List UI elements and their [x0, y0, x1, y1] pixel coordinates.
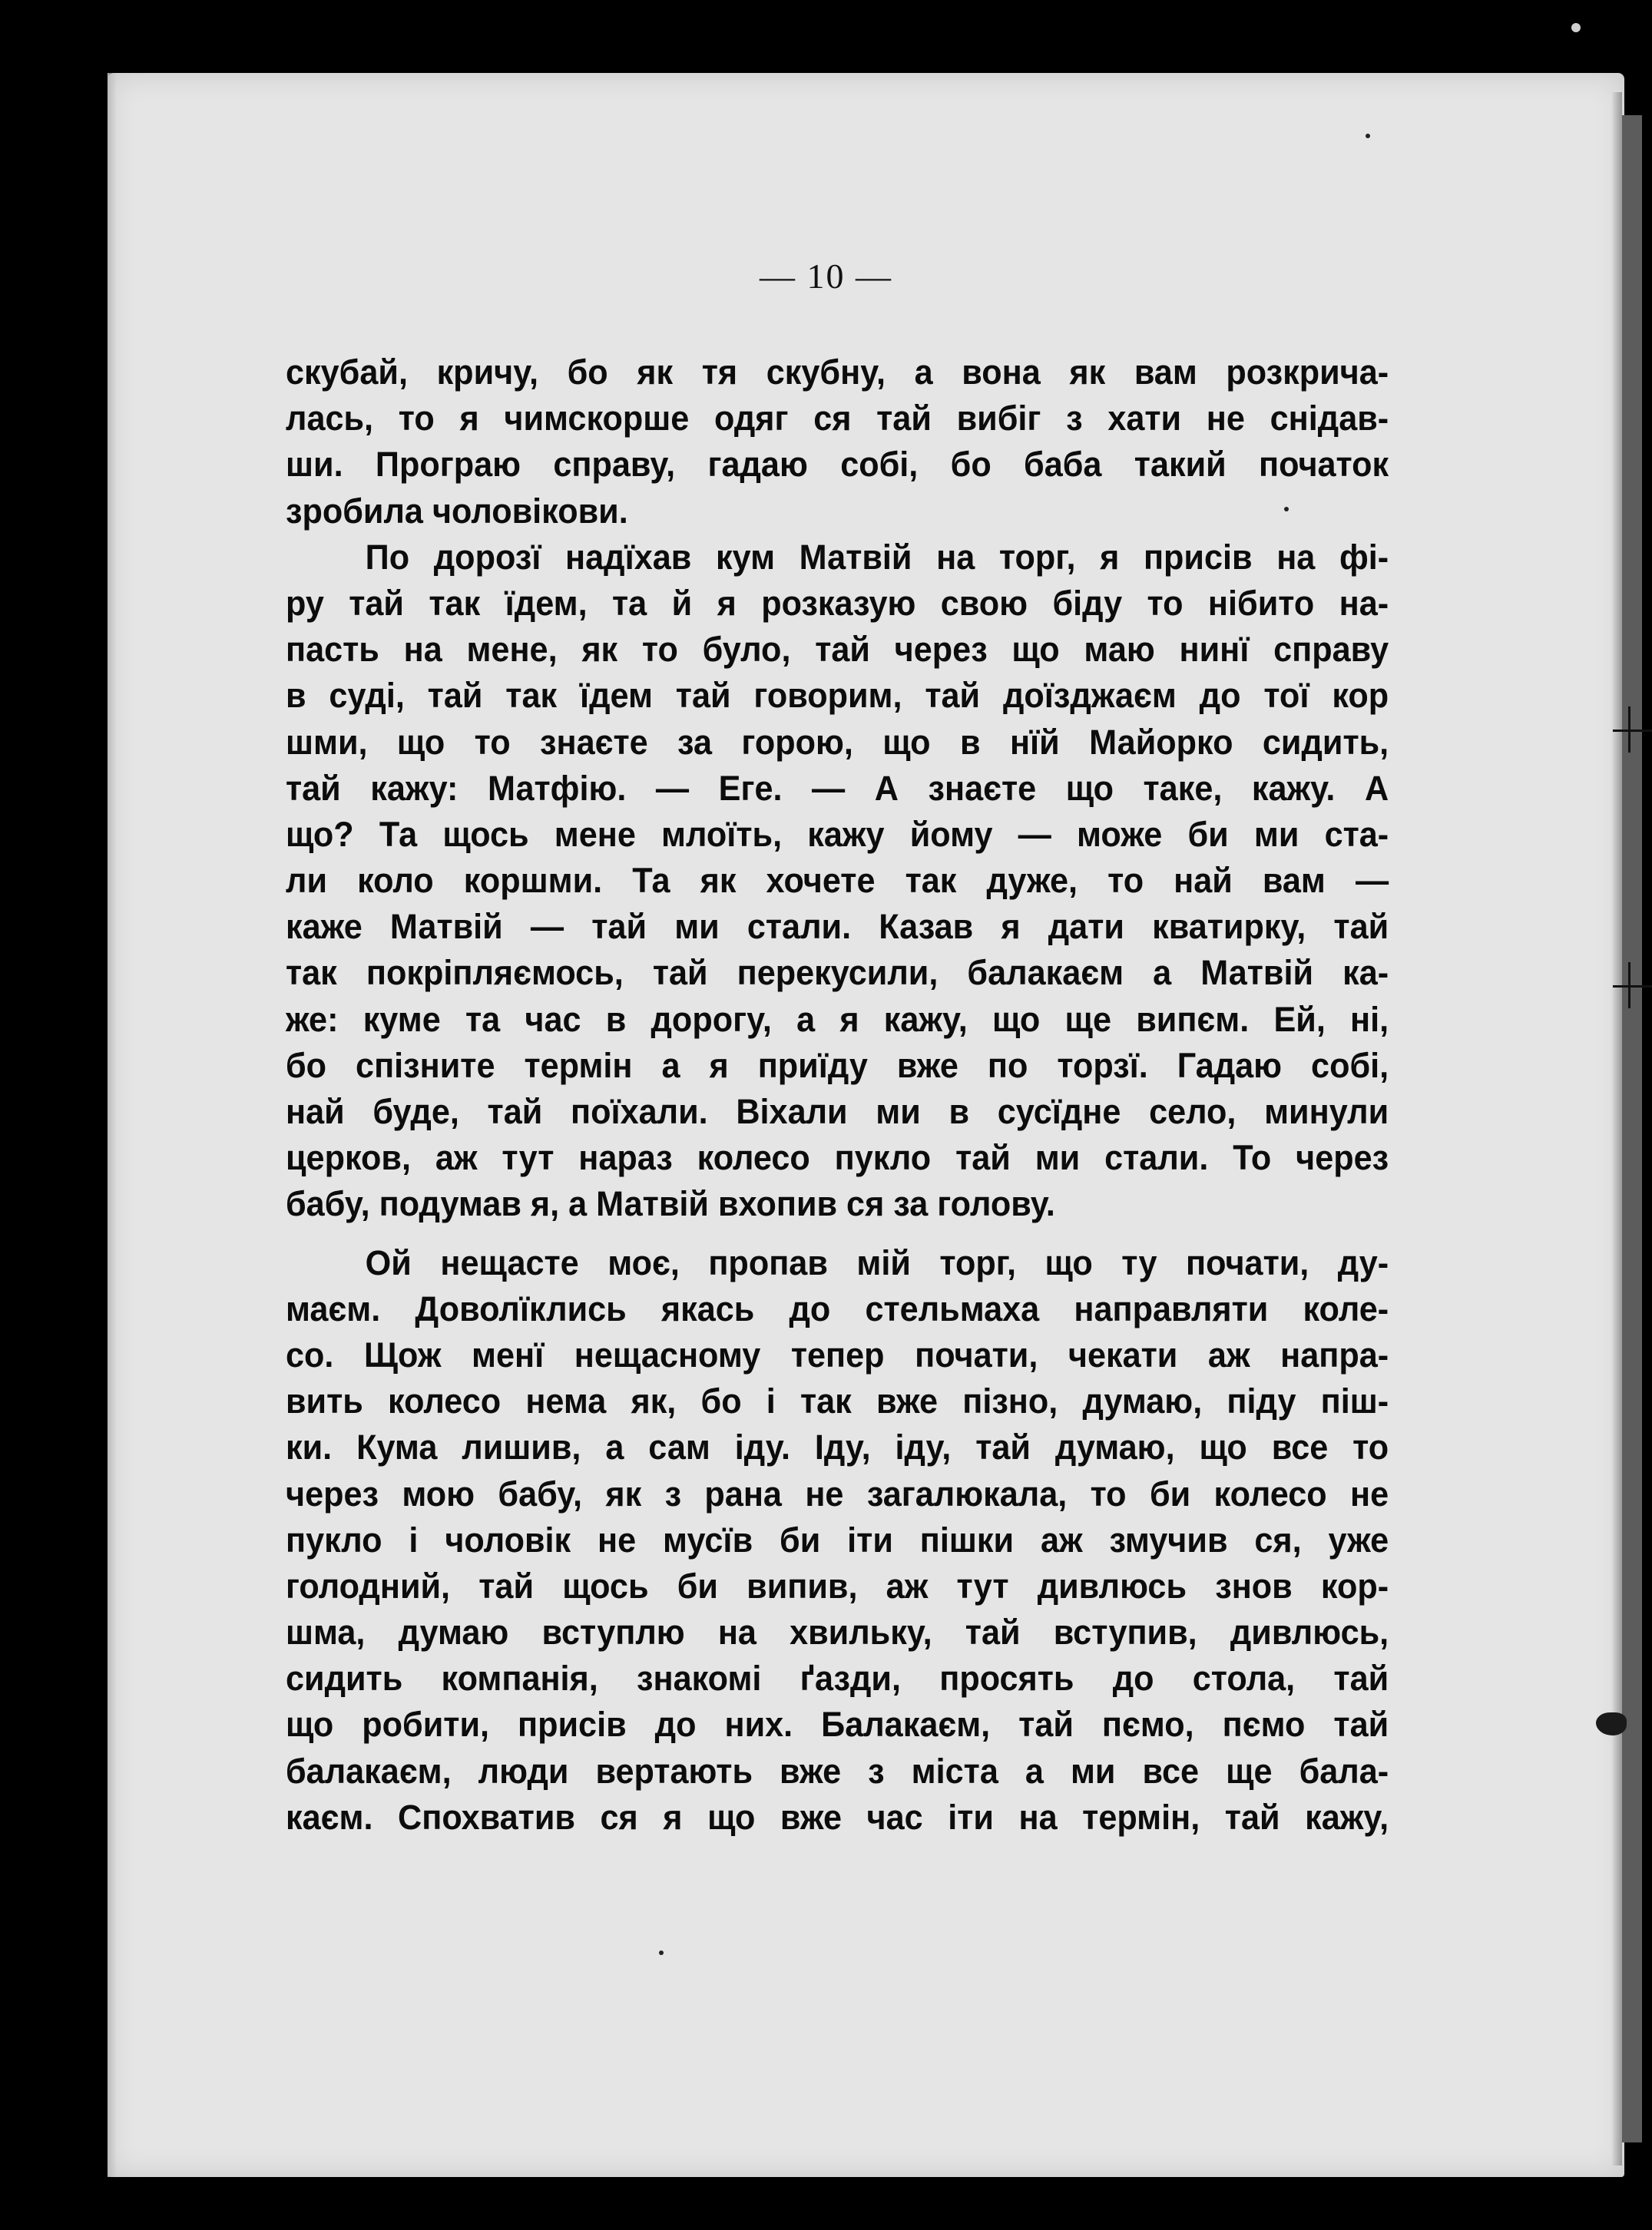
- text-line: сидить компанія, знакомі ґазди, просять до стола, тай: [286, 1659, 1389, 1699]
- ink-blotch: [1596, 1712, 1627, 1735]
- paragraph: [286, 534, 1389, 1228]
- text-line: що? Та щось мене млоїть, кажу йому — може би ми ста-: [286, 814, 1389, 854]
- text-line: же: куме та час в дорогу, а я кажу, що ще випєм. Ей, ні,: [286, 999, 1389, 1039]
- text-line: пукло і чоловік не мусїв би іти пішки аж змучив ся, уже: [286, 1520, 1389, 1560]
- paragraph: [286, 1240, 1389, 1841]
- text-line: пасть на мене, як то було, тай через що маю нинї справу: [286, 630, 1389, 670]
- paragraph: [286, 349, 1389, 534]
- text-line: в суді, тай так їдем тай говорим, тай доїзджаєм до тої кор: [286, 676, 1389, 716]
- dust-speck: [659, 1950, 664, 1955]
- text-line: лась, то я чимскорше одяг ся тай вибіг з хати не снідав-: [286, 399, 1389, 438]
- text-line: маєм. Доволїклись якась до стельмаха направляти коле-: [286, 1289, 1389, 1328]
- text-line: вить колесо нема як, бо і так вже пізно, думаю, піду піш-: [286, 1381, 1389, 1421]
- text-line: Ой нещасте моє, пропав мій торг, що ту почати, ду-: [365, 1242, 1389, 1282]
- text-line: голодний, тай щось би випив, аж тут дивлюсь знов кор-: [286, 1566, 1389, 1606]
- book-spine-strip: [1622, 115, 1642, 2142]
- paragraph-spacer: [286, 1228, 1389, 1240]
- text-line: тай кажу: Матфію. — Еге. — А знаєте що таке, кажу. А: [286, 768, 1389, 808]
- registration-mark: [1613, 730, 1652, 732]
- text-line: каже Матвій — тай ми стали. Казав я дати кватирку, тай: [286, 907, 1389, 947]
- text-line: бо спізните термін а я приїду вже по торзї. Гадаю собі,: [286, 1045, 1389, 1085]
- text-line: церков, аж тут нараз колесо пукло тай ми стали. То через: [286, 1138, 1389, 1178]
- text-line: По дорозї надїхав кум Матвій на торг, я присів на фі-: [365, 537, 1389, 577]
- paper-right-edge-shadow: [1611, 92, 1622, 2165]
- text-line: со. Щож менї нещасному тепер почати, чекати аж напра-: [286, 1335, 1389, 1375]
- text-line: через мою бабу, як з рана не загалюкала, то би колесо не: [286, 1474, 1389, 1514]
- text-line: так покріпляємось, тай перекусили, балакаєм а Матвій ка-: [286, 953, 1389, 993]
- registration-mark: [1628, 962, 1630, 1008]
- body-text: [286, 349, 1389, 1841]
- text-line: шма, думаю вступлю на хвильку, тай вступив, дивлюсь,: [286, 1613, 1389, 1653]
- text-line: ли коло коршми. Та як хочете так дуже, то най вам —: [286, 861, 1389, 901]
- paper-left-edge-shadow: [108, 73, 117, 2177]
- text-line: балакаєм, люди вертають вже з міста а ми все ще бала-: [286, 1751, 1389, 1791]
- page-number: — 10 —: [760, 256, 892, 296]
- text-line: ши. Програю справу, гадаю собі, бо баба такий початок: [286, 445, 1389, 485]
- dust-speck: [1366, 134, 1370, 138]
- text-line: бабу, подумав я, а Матвій вхопив ся за голову.: [286, 1184, 1055, 1224]
- text-line: скубай, кричу, бо як тя скубну, а вона як вам розкрича-: [286, 352, 1389, 392]
- text-line: зробила чоловікови.: [286, 491, 628, 531]
- registration-mark: [1628, 706, 1630, 753]
- text-line: ру тай так їдем, та й я розказую свою біду то нібито на-: [286, 583, 1389, 623]
- text-line: ки. Кума лишив, а сам іду. Іду, іду, тай думаю, що все то: [286, 1428, 1389, 1467]
- text-line: най буде, тай поїхали. Віхали ми в сусїдне село, минули: [286, 1092, 1389, 1131]
- text-line: каєм. Спохватив ся я що вже час іти на термін, тай кажу,: [286, 1797, 1389, 1837]
- text-line: що робити, присів до них. Балакаєм, тай пємо, пємо тай: [286, 1705, 1389, 1745]
- corner-speck: [1571, 23, 1581, 32]
- registration-mark: [1613, 985, 1652, 988]
- text-line: шми, що то знаєте за горою, що в нїй Майорко сидить,: [286, 722, 1389, 762]
